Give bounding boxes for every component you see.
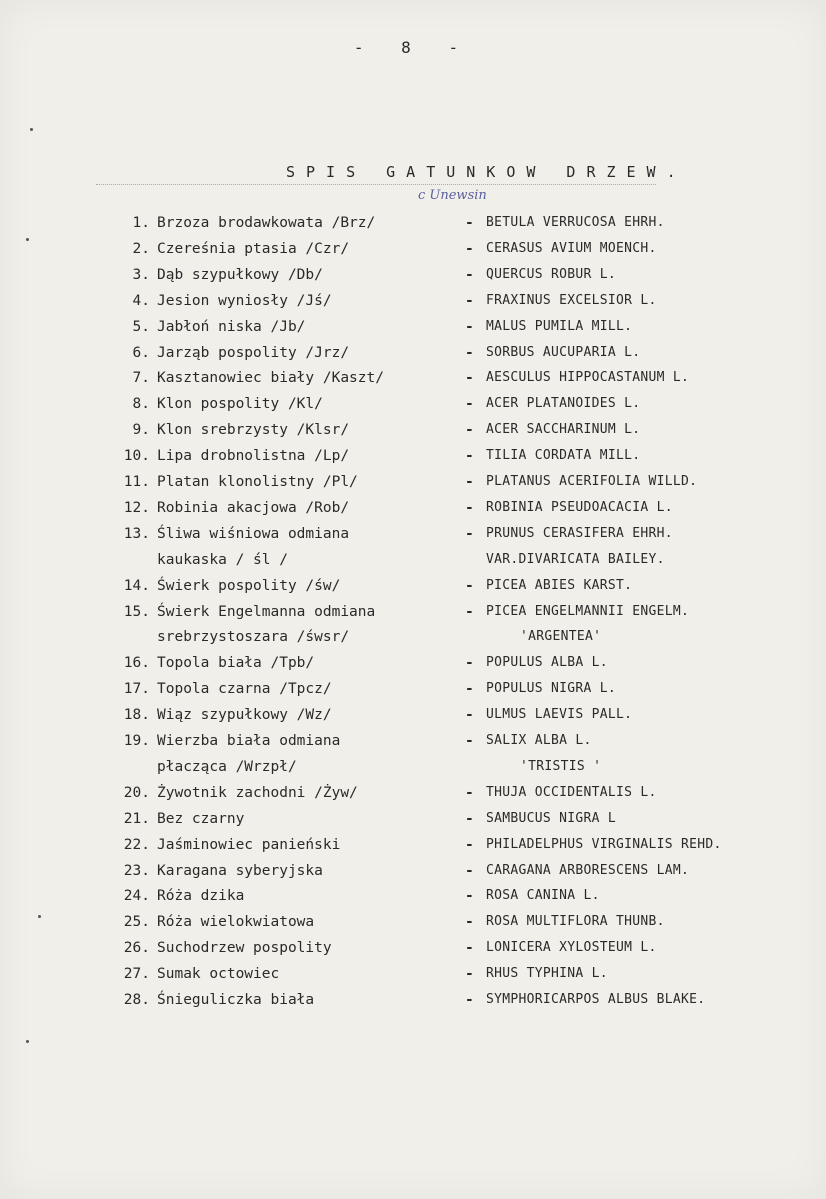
latin-name: MALUS PUMILA MILL.	[486, 318, 633, 334]
item-number: 27.	[123, 966, 150, 983]
item-number: 22.	[123, 836, 150, 853]
list-item	[0, 578, 826, 604]
polish-name: Klon srebrzysty /Klsr/	[157, 422, 350, 439]
item-number: 12.	[123, 499, 150, 516]
item-number: 9.	[132, 422, 150, 439]
item-number: 6.	[132, 344, 150, 361]
list-item	[0, 785, 826, 811]
item-number: 8.	[132, 396, 150, 413]
polish-name: Wierzba biała odmiana	[157, 733, 341, 749]
page-number: - 8 -	[353, 38, 473, 57]
list-item	[0, 422, 826, 448]
latin-name: SORBUS AUCUPARIA L.	[486, 344, 641, 360]
polish-name: Jabłoń niska /Jb/	[157, 318, 306, 335]
latin-name: SAMBUCUS NIGRA L	[486, 810, 617, 826]
list-item	[0, 241, 826, 267]
item-number: 11.	[123, 474, 150, 490]
item-number: 4.	[132, 292, 150, 309]
polish-name: Żywotnik zachodni /Żyw/	[157, 784, 358, 801]
polish-name-continued: srebrzystoszara /śwsr/	[157, 629, 350, 646]
dash-separator: -	[465, 292, 474, 309]
latin-name: CERASUS AVIUM MOENCH.	[486, 240, 657, 256]
latin-name: CARAGANA ARBORESCENS LAM.	[486, 862, 690, 878]
polish-name: Lipa drobnolistna /Lp/	[157, 448, 350, 465]
list-item	[0, 345, 826, 371]
latin-name: LONICERA XYLOSTEUM L.	[486, 940, 657, 956]
item-number: 25.	[123, 914, 150, 931]
dash-separator: -	[465, 344, 474, 361]
dash-separator: -	[465, 474, 474, 490]
list-item	[0, 681, 826, 707]
dash-separator: -	[465, 396, 474, 413]
list-item	[0, 267, 826, 293]
list-item	[0, 888, 826, 914]
polish-name: Śliwa wiśniowa odmiana	[157, 525, 350, 542]
list-item	[0, 604, 826, 630]
list-item-continuation	[0, 759, 826, 785]
item-number: 21.	[123, 810, 150, 827]
latin-name: PHILADELPHUS VIRGINALIS REHD.	[486, 836, 722, 852]
polish-name: Jaśminowiec panieński	[157, 836, 341, 853]
list-item	[0, 940, 826, 966]
list-item	[0, 733, 826, 759]
list-item	[0, 500, 826, 526]
polish-name: Wiąz szypułkowy /Wz/	[157, 707, 332, 724]
page-title: SPIS GATUNKOW DRZEW.	[286, 163, 687, 181]
polish-name: Jarząb pospolity /Jrz/	[157, 344, 350, 361]
list-item	[0, 215, 826, 241]
latin-name: ROSA MULTIFLORA THUNB.	[486, 914, 665, 930]
handwritten-annotation: c Unewsin	[418, 188, 487, 203]
latin-name: ROBINIA PSEUDOACACIA L.	[486, 499, 673, 515]
list-item	[0, 837, 826, 863]
margin-mark	[30, 128, 33, 131]
list-item	[0, 914, 826, 940]
dash-separator: -	[465, 940, 474, 957]
list-item	[0, 396, 826, 422]
item-number: 1.	[132, 215, 150, 231]
item-number: 28.	[123, 992, 150, 1008]
latin-name-continued: VAR.DIVARICATA BAILEY.	[486, 551, 665, 567]
polish-name: Róża dzika	[157, 888, 245, 905]
list-item-continuation	[0, 552, 826, 578]
dash-separator: -	[465, 992, 474, 1008]
dash-separator: -	[465, 577, 474, 594]
polish-name: Kasztanowiec biały /Kaszt/	[157, 370, 384, 387]
list-item	[0, 293, 826, 319]
list-item	[0, 526, 826, 552]
list-item	[0, 655, 826, 681]
dash-separator: -	[465, 966, 474, 983]
polish-name: Jesion wyniosły /Jś/	[157, 292, 332, 309]
latin-name-continued: 'ARGENTEA'	[520, 629, 602, 645]
latin-name: PRUNUS CERASIFERA EHRH.	[486, 525, 673, 541]
dash-separator: -	[465, 525, 474, 542]
dash-separator: -	[465, 888, 474, 905]
list-item-continuation	[0, 629, 826, 655]
polish-name: Czereśnia ptasia /Czr/	[157, 240, 350, 257]
margin-mark	[26, 1040, 29, 1043]
list-item	[0, 319, 826, 345]
polish-name: Sumak octowiec	[157, 966, 280, 983]
list-item	[0, 811, 826, 837]
latin-name: QUERCUS ROBUR L.	[486, 266, 617, 282]
dash-separator: -	[465, 240, 474, 257]
dash-separator: -	[465, 499, 474, 516]
polish-name: Topola czarna /Tpcz/	[157, 681, 332, 698]
dash-separator: -	[465, 655, 474, 672]
item-number: 20.	[123, 784, 150, 801]
dash-separator: -	[465, 836, 474, 853]
list-item	[0, 966, 826, 992]
dash-separator: -	[465, 862, 474, 879]
polish-name: Dąb szypułkowy /Db/	[157, 266, 323, 283]
list-item	[0, 474, 826, 500]
latin-name: PICEA ENGELMANNII ENGELM.	[486, 603, 690, 619]
list-item	[0, 863, 826, 889]
item-number: 17.	[123, 681, 150, 698]
dash-separator: -	[465, 448, 474, 465]
item-number: 16.	[123, 655, 150, 672]
title-dotted-line	[96, 184, 656, 185]
latin-name: RHUS TYPHINA L.	[486, 966, 608, 982]
item-number: 26.	[123, 940, 150, 957]
list-item	[0, 992, 826, 1018]
item-number: 3.	[132, 266, 150, 283]
polish-name: Śnieguliczka biała	[157, 992, 315, 1008]
item-number: 14.	[123, 577, 150, 594]
latin-name: PICEA ABIES KARST.	[486, 577, 633, 593]
polish-name: Brzoza brodawkowata /Brz/	[157, 215, 376, 231]
polish-name: Topola biała /Tpb/	[157, 655, 315, 672]
list-item	[0, 448, 826, 474]
polish-name: Świerk Engelmanna odmiana	[157, 603, 376, 620]
latin-name: SYMPHORICARPOS ALBUS BLAKE.	[486, 992, 706, 1007]
latin-name: ULMUS LAEVIS PALL.	[486, 707, 633, 723]
latin-name: ACER SACCHARINUM L.	[486, 422, 641, 438]
item-number: 13.	[123, 525, 150, 542]
latin-name: SALIX ALBA L.	[486, 733, 592, 748]
dash-separator: -	[465, 422, 474, 439]
list-item	[0, 370, 826, 396]
latin-name: ACER PLATANOIDES L.	[486, 396, 641, 412]
latin-name: POPULUS NIGRA L.	[486, 681, 617, 697]
dash-separator: -	[465, 318, 474, 335]
latin-name: TILIA CORDATA MILL.	[486, 448, 641, 464]
polish-name: Świerk pospolity /św/	[157, 577, 341, 594]
latin-name: FRAXINUS EXCELSIOR L.	[486, 292, 657, 308]
dash-separator: -	[465, 784, 474, 801]
polish-name-continued: płacząca /Wrzpł/	[157, 758, 297, 775]
list-item	[0, 707, 826, 733]
dash-separator: -	[465, 914, 474, 931]
latin-name: PLATANUS ACERIFOLIA WILLD.	[486, 474, 698, 489]
polish-name-continued: kaukaska / śl /	[157, 551, 288, 568]
dash-separator: -	[465, 370, 474, 387]
polish-name: Robinia akacjowa /Rob/	[157, 499, 350, 516]
item-number: 5.	[132, 318, 150, 335]
latin-name: AESCULUS HIPPOCASTANUM L.	[486, 370, 690, 386]
polish-name: Bez czarny	[157, 810, 245, 827]
latin-name: THUJA OCCIDENTALIS L.	[486, 784, 657, 800]
item-number: 2.	[132, 240, 150, 257]
dash-separator: -	[465, 733, 474, 749]
polish-name: Róża wielokwiatowa	[157, 914, 315, 931]
polish-name: Klon pospolity /Kl/	[157, 396, 323, 413]
item-number: 18.	[123, 707, 150, 724]
polish-name: Suchodrzew pospolity	[157, 940, 332, 957]
polish-name: Karagana syberyjska	[157, 862, 323, 879]
item-number: 23.	[123, 862, 150, 879]
dash-separator: -	[465, 810, 474, 827]
dash-separator: -	[465, 681, 474, 698]
latin-name: BETULA VERRUCOSA EHRH.	[486, 215, 665, 230]
polish-name: Platan klonolistny /Pl/	[157, 474, 358, 490]
latin-name-continued: 'TRISTIS '	[520, 758, 602, 774]
item-number: 19.	[123, 733, 150, 749]
item-number: 7.	[132, 370, 150, 387]
dash-separator: -	[465, 215, 474, 231]
item-number: 15.	[123, 603, 150, 620]
dash-separator: -	[465, 266, 474, 283]
latin-name: ROSA CANINA L.	[486, 888, 600, 904]
item-number: 24.	[123, 888, 150, 905]
item-number: 10.	[123, 448, 150, 465]
latin-name: POPULUS ALBA L.	[486, 655, 608, 671]
dash-separator: -	[465, 603, 474, 620]
dash-separator: -	[465, 707, 474, 724]
